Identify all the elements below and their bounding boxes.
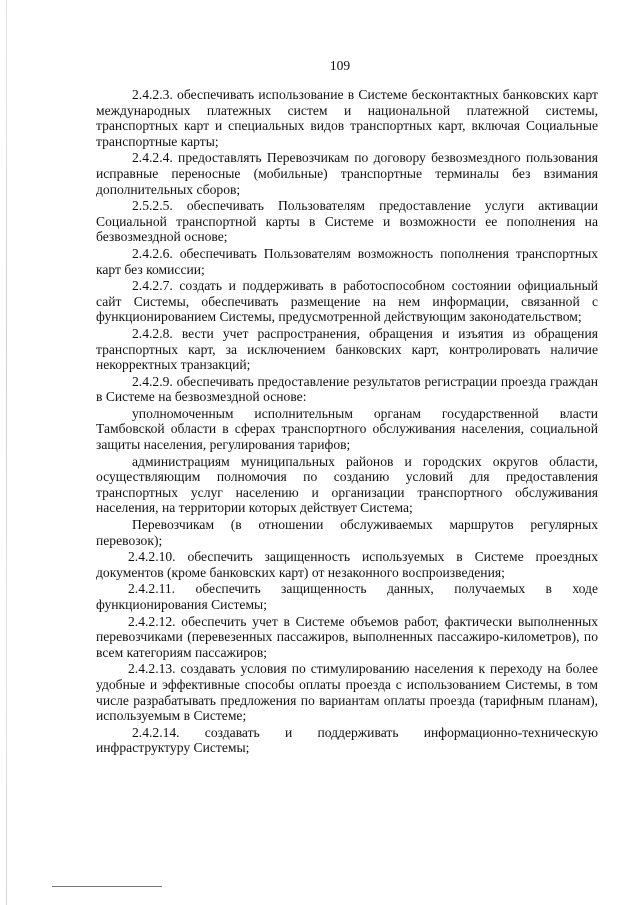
clause-2-4-2-11: 2.4.2.11. обеспечить защищенность данных, получаемых в ходе функционирования Системы;	[96, 581, 598, 612]
clause-2-4-2-12: 2.4.2.12. обеспечить учет в Системе объемов работ, фактически выполненных перевозчиками (перевезенных пассажиров, выполненных пассажиро-километров), по всем категориям пассажиров;	[96, 613, 598, 660]
clause-2-4-2-3: 2.4.2.3. обеспечивать использование в Системе бесконтактных банковских карт международных платежных систем и национальной платежной системы, транспортных карт и специальных видов транспортных карт, включая Социальные транспортные карты;	[96, 87, 598, 149]
clause-2-4-2-9: 2.4.2.9. обеспечивать предоставление результатов регистрации проезда граждан в Системе на безвозмездной основе:	[96, 373, 598, 405]
clause-2-4-2-10: 2.4.2.10. обеспечить защищенность используемых в Системе проездных документов (кроме банковских карт) от незаконного воспроизведения;	[96, 549, 598, 580]
recipient-carriers: Перевозчикам (в отношении обслуживаемых маршрутов регулярных перевозок);	[96, 517, 598, 548]
clause-2-4-2-14: 2.4.2.14. создавать и поддерживать информационно-техническую инфраструктуру Системы;	[96, 724, 598, 756]
clause-2-4-2-8: 2.4.2.8. вести учет распространения, обращения и изъятия из обращения транспортных карт, за исключением банковских карт, контролировать наличие некорректных транзакций;	[96, 325, 598, 373]
recipient-authorities: уполномоченным исполнительным органам государственной власти Тамбовской области в сферах транспортного обслуживания населения, социальной защиты населения, регулирования тарифов;	[96, 405, 598, 453]
clause-2-4-2-13: 2.4.2.13. создавать условия по стимулированию населения к переходу на более удобные и эффективные способы оплаты проезда с использованием Системы, в том числе разрабатывать предложения по вариантам оплаты проезда (тарифным планам), используемым в Системе;	[96, 661, 598, 724]
page-number: 109	[329, 58, 351, 73]
recipient-administrations: администрациям муниципальных районов и городских округов области, осуществляющим полномочия по созданию условий для предоставления транспортных услуг населению и организации транспортного обслуживания населения, на территории которых действует Система;	[96, 453, 598, 516]
clause-2-4-2-4: 2.4.2.4. предоставлять Перевозчикам по договору безвозмездного пользования исправные переносные (мобильные) транспортные терминалы без взимания дополнительных сборов;	[96, 150, 598, 197]
scan-edge-line	[6, 0, 7, 905]
clause-2-4-2-6: 2.4.2.6. обеспечивать Пользователям возможность пополнения транспортных карт без комиссии;	[96, 245, 598, 277]
clause-2-4-2-7: 2.4.2.7. создать и поддерживать в работоспособном состоянии официальный сайт Системы, обеспечивать размещение на нем информации, связанной с функционированием Системы, предусмотренной действующим законодательством;	[96, 278, 598, 325]
clause-2-5-2-5: 2.5.2.5. обеспечивать Пользователям предоставление услуги активации Социальной транспортной карты в Системе и возможности ее пополнения на безвозмездной основе;	[96, 198, 598, 245]
document-body	[96, 87, 598, 757]
footer-rule	[52, 886, 162, 887]
